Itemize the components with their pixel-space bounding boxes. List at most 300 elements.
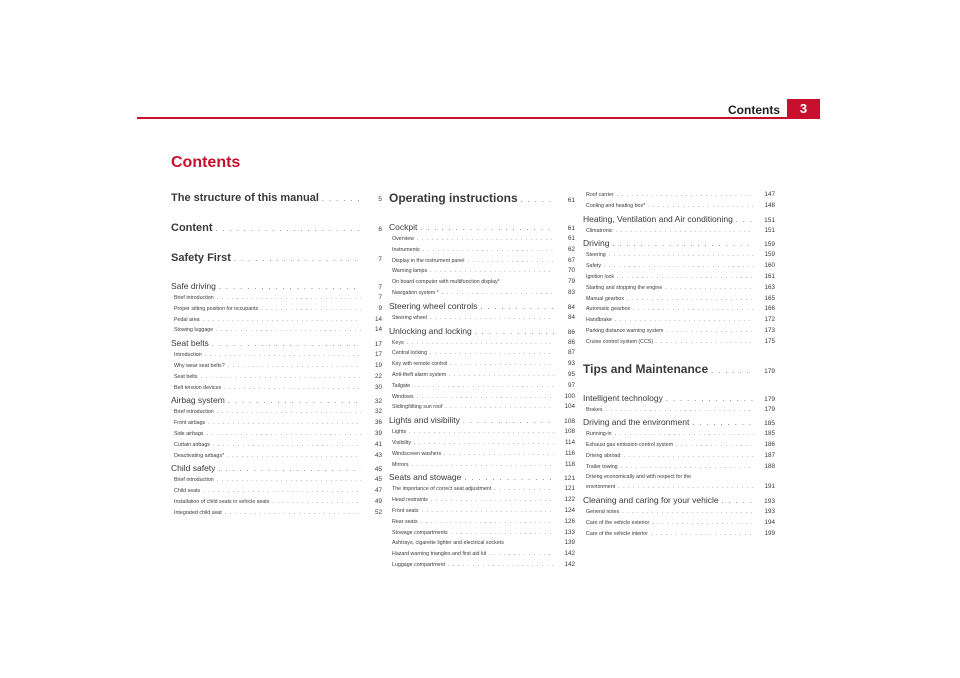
toc-entry-subsection[interactable] [389,549,575,560]
toc-entry-subsection[interactable] [389,370,575,381]
toc-leader-dots [414,439,554,449]
toc-leader-dots [445,403,554,413]
toc-entry-subsection[interactable] [583,429,775,440]
toc-leader-dots [216,326,361,336]
toc-leader-dots [322,193,361,207]
toc-entry-title: Ashtrays, cigarette lighter and electrical sockets [392,540,504,547]
toc-leader-dots [227,452,361,462]
toc-entry-subsection[interactable] [389,560,575,571]
toc-entry-title: Parking distance warning system [586,327,664,334]
toc-entry-subsection[interactable] [171,325,382,336]
toc-leader-dots [203,316,361,326]
toc-entry-page: 133 [564,528,575,536]
toc-entry-title: Cockpit [389,222,418,232]
toc-entry-page: 7 [378,284,382,291]
toc-entry-chapter[interactable] [171,338,382,350]
toc-leader-dots [212,339,361,350]
toc-entry-page: 121 [564,475,575,483]
toc-entry-page: 45 [374,466,382,474]
toc-leader-dots [665,284,754,294]
toc-entry-page: 142 [564,560,575,568]
toc-entry-title: Brief introduction [174,295,214,301]
toc-entry-title: Rear seats [392,518,418,525]
page-title: Contents [171,154,241,171]
toc-entry-subsection[interactable] [583,337,775,348]
toc-leader-dots [228,362,361,372]
toc-entry-subsection[interactable] [389,427,575,438]
toc-entry-page: 95 [567,370,575,378]
toc-entry-page: 6 [378,226,382,233]
toc-entry-page: 14 [374,315,382,323]
toc-entry-subsection[interactable] [171,293,382,304]
toc-entry-page: 49 [374,497,382,505]
toc-entry-title: Lights [392,429,407,436]
toc-entry-page: 79 [567,278,575,286]
toc-entry-page: 172 [764,316,775,324]
toc-entry-subsection[interactable] [583,440,775,451]
toc-leader-dots [272,498,361,508]
toc-entry-title: Tips and Maintenance [583,361,709,376]
toc-leader-dots [413,382,554,392]
toc-entry-subsection[interactable] [171,429,382,440]
toc-entry-page: 114 [564,438,575,446]
toc-entry-title: Head restraints [392,497,428,504]
toc-entry-page: 7 [378,294,382,301]
toc-entry-page: 151 [764,226,775,234]
toc-entry-title: Driving abroad [586,452,621,459]
toc-leader-dots [234,253,361,267]
toc-entry-subsection[interactable] [389,288,575,299]
toc-entry-page: 139 [564,539,575,547]
toc-entry-page: 118 [564,460,575,468]
toc-entry-title: Safety [586,263,602,270]
toc-entry-chapter[interactable] [171,463,382,475]
toc-entry-page: 39 [374,429,382,437]
toc-entry-subsection[interactable] [389,506,575,517]
toc-leader-dots [228,396,361,407]
toc-entry-page: 67 [567,256,575,264]
toc-entry-chapter[interactable] [389,472,575,484]
toc-entry-title: Care of the vehicle exterior [586,519,650,526]
toc-entry-subsection[interactable] [171,372,382,383]
toc-entry-page: 17 [374,351,382,359]
toc-entry-page: 194 [764,518,775,526]
toc-entry-subsection[interactable] [389,338,575,349]
toc-leader-dots [411,461,554,471]
toc-entry-page: 32 [374,408,382,416]
toc-entry-title: Roof carrier [586,192,614,198]
toc-entry-subsection[interactable] [583,451,775,462]
toc-entry-subsection[interactable] [171,451,382,462]
toc-entry-title: Cleaning and caring for your vehicle [583,495,719,506]
toc-leader-dots [656,338,754,348]
toc-entry-chapter[interactable] [389,222,575,234]
toc-entry-page: 84 [567,313,575,321]
toc-leader-dots [218,464,361,475]
toc-leader-dots [225,509,361,519]
toc-entry-title: Driving and the environment [583,417,690,428]
toc-leader-dots [422,507,555,517]
toc-leader-dots [615,316,754,326]
toc-entry-page: 185 [764,420,775,428]
toc-entry-title: Brief introduction [174,477,214,484]
toc-leader-dots [621,463,754,473]
toc-entry-title: Driving economically and with respect for the [586,473,692,480]
toc-leader-dots [622,508,754,518]
toc-entry-subsection[interactable] [583,315,775,326]
toc-entry-page: 159 [764,251,775,259]
toc-leader-dots [224,384,361,394]
toc-leader-dots [217,476,361,486]
toc-entry-title: Mirrors [392,461,409,468]
toc-entry-page: 173 [764,326,775,334]
toc-entry-title: Heating, Ventilation and Air conditioning [583,213,733,224]
toc-entry-subsection[interactable] [389,348,575,359]
toc-leader-dots [617,191,754,201]
toc-entry-title: Warning lamps [392,268,428,275]
toc-entry-page: 7 [378,256,382,263]
toc-entry-page: 160 [764,262,775,270]
toc-entry-page: 108 [564,428,575,436]
toc-entry-page: 104 [564,403,575,411]
toc-entry-subsection[interactable] [583,462,775,473]
toc-entry-page: 124 [564,506,575,514]
toc-entry-subsection[interactable] [171,508,382,519]
toc-entry-page: 9 [378,304,382,312]
toc-entry-subsection[interactable] [389,449,575,460]
toc-entry-subsection[interactable] [583,283,775,294]
page-number-badge: 3 [787,99,820,119]
toc-entry-subsection[interactable] [389,528,575,539]
toc-leader-dots [417,235,554,245]
toc-entry-part[interactable] [583,362,775,379]
toc-entry-page: 87 [567,349,575,357]
toc-leader-dots [623,452,754,462]
toc-entry-page: 161 [764,272,775,280]
toc-leader-dots [722,496,754,507]
toc-entry-subsection[interactable] [389,234,575,245]
toc-entry-subsection[interactable] [583,261,775,272]
toc-entry-page: 30 [374,383,382,391]
toc-entry-title: Steering wheel [392,314,428,321]
toc-entry-subsection[interactable] [171,440,382,451]
toc-entry-title: Central locking [392,350,428,357]
toc-entry-page: 179 [764,405,775,413]
toc-entry-subsection[interactable] [389,438,575,449]
toc-leader-dots [463,416,554,427]
toc-entry-title: Front seats [392,507,419,514]
toc-entry-title: Child seats [174,488,201,495]
toc-entry-title: Airbag system [171,395,225,406]
toc-leader-dots [217,408,361,418]
toc-entry-subsection[interactable] [171,497,382,508]
toc-entry-page: 121 [564,485,575,493]
toc-leader-dots [612,239,754,250]
toc-entry-title: Hazard warning triangles and first aid kit [392,551,487,558]
toc-entry-title: Child safety [171,463,216,474]
toc-leader-dots [736,215,754,226]
toc-entry-page: 5 [378,196,382,203]
toc-entry-page: 159 [764,241,775,249]
toc-entry-chapter[interactable] [171,395,382,407]
toc-entry-title: Windscreen washers [392,450,442,457]
toc-entry-subsection[interactable] [583,294,775,305]
toc-entry-page: 83 [567,288,575,296]
toc-entry-page: 108 [564,418,575,426]
toc-leader-dots [676,441,754,451]
toc-entry-title: Content [171,222,213,234]
toc-leader-dots [217,294,361,304]
toc-entry-page: 22 [374,372,382,380]
toc-leader-dots [467,257,554,267]
toc-leader-dots [448,561,554,571]
toc-entry-title: Sliding/tilting sun roof [392,404,443,411]
toc-entry-title: Steering [586,252,606,259]
toc-leader-dots [203,487,361,497]
toc-entry-page: 61 [567,225,575,232]
toc-leader-dots [521,194,554,208]
toc-entry-subsection[interactable] [389,277,575,288]
toc-entry-title: Instruments [392,246,420,253]
toc-entry-title: Navigation system * [392,289,439,296]
toc-entry-subsection[interactable] [583,190,775,201]
toc-entry-subsection[interactable] [583,304,775,315]
toc-entry-title: Lights and visibility [389,415,460,426]
toc-entry-page: 32 [374,398,382,406]
toc-entry-subsection[interactable] [389,245,575,256]
toc-entry-subsection[interactable] [389,359,575,370]
toc-entry-title: Seats and stowage [389,472,462,483]
toc-entry-title: The structure of this manual [171,192,319,204]
toc-leader-dots [205,351,361,361]
toc-entry-subsection[interactable] [583,201,775,212]
toc-entry-page: 163 [764,283,775,291]
toc-entry-subsection[interactable] [389,402,575,413]
toc-entry-page: 70 [567,267,575,275]
toc-entry-part[interactable] [171,221,382,237]
toc-entry-page: 179 [764,367,775,375]
toc-entry-title: Proper sitting position for occupants [174,305,259,312]
toc-entry-subsection[interactable] [171,475,382,486]
toc-leader-dots [421,518,554,528]
toc-entry-chapter[interactable] [583,393,775,405]
toc-entry-title: Anti-theft alarm system [392,371,447,378]
toc-leader-dots [449,371,554,381]
toc-entry-title: Introduction [174,352,202,359]
toc-entry-page: 86 [567,328,575,336]
toc-leader-dots [423,246,554,256]
toc-entry-subsection[interactable] [583,518,775,529]
toc-entry-title: Integrated child seat [174,509,222,516]
toc-entry-page: 93 [567,360,575,368]
toc-entry-subsection[interactable] [583,326,775,337]
toc-entry-page: 151 [764,216,775,224]
toc-leader-dots [219,282,361,293]
toc-entry-title: Steering wheel controls [389,300,478,311]
toc-entry-title: Exhaust gas emission control system [586,442,674,449]
toc-entry-title-continued: environment [586,484,616,491]
toc-entry-title: Why wear seat belts? [174,362,225,369]
toc-leader-dots [480,302,554,313]
toc-entry-subsection[interactable] [583,529,775,540]
toc-entry-subsection[interactable] [171,304,382,315]
toc-entry-chapter[interactable] [583,238,775,250]
toc-leader-dots [633,305,754,315]
toc-entry-title: Safe driving [171,281,216,291]
toc-leader-dots [475,327,554,338]
toc-leader-dots [651,530,754,540]
toc-leader-dots [216,223,361,237]
toc-entry-title: Safety First [171,252,231,264]
toc-leader-dots [431,496,554,506]
toc-entry-part[interactable] [171,191,382,207]
toc-entry-subsection[interactable] [583,507,775,518]
toc-entry-title: Visibility [392,439,412,446]
toc-entry-page: 193 [764,498,775,506]
toc-leader-dots [617,273,754,283]
toc-leader-dots [409,428,554,438]
toc-entry-title: Front airbags [174,420,206,427]
toc-entry-page: 142 [564,550,575,558]
toc-entry-title: Side airbags [174,430,204,437]
toc-entry-chapter[interactable] [583,214,775,226]
toc-entry-subsection[interactable] [171,407,382,418]
toc-entry-page: 165 [764,294,775,302]
toc-entry-subsection[interactable] [389,313,575,324]
toc-leader-dots [450,360,554,370]
running-header-title: Contents [728,103,780,117]
toc-entry-page: 45 [374,476,382,484]
toc-entry-chapter[interactable] [583,495,775,507]
toc-entry-page: 188 [764,462,775,470]
toc-leader-dots [201,373,361,383]
toc-entry-page: 148 [764,201,775,209]
toc-leader-dots [430,349,554,359]
toc-entry-page: 175 [764,337,775,345]
toc-leader-dots [609,251,754,261]
toc-entry-continuation [586,482,775,493]
toc-entry-page: 126 [564,517,575,525]
toc-entry-title: Pedal area [174,316,200,323]
toc-entry-subsection[interactable] [389,381,575,392]
toc-entry-subsection[interactable] [389,484,575,495]
toc-entry-subsection[interactable] [171,418,382,429]
toc-leader-dots [606,406,755,416]
toc-leader-dots [442,289,554,299]
toc-entry-subsection[interactable] [583,272,775,283]
toc-entry-subsection[interactable] [389,538,575,549]
toc-leader-dots [430,314,554,324]
toc-leader-dots [666,394,754,405]
toc-entry-title: Running-in [586,431,612,438]
toc-entry-title: Brakes [586,406,603,413]
toc-entry-subsection[interactable] [171,486,382,497]
toc-entry-subsection[interactable] [583,250,775,261]
toc-entry-part[interactable] [389,191,575,208]
toc-entry-page: 187 [764,451,775,459]
toc-entry-subsection[interactable] [389,392,575,403]
toc-entry-title: Ignition lock [586,273,614,280]
toc-column-3 [583,190,775,540]
toc-entry-part[interactable] [171,251,382,267]
toc-entry-page: 17 [374,341,382,349]
toc-entry-subsection[interactable] [583,473,775,494]
toc-entry-subsection[interactable] [171,315,382,326]
toc-entry-subsection[interactable] [389,460,575,471]
toc-entry-page: 52 [374,508,382,516]
toc-entry-subsection[interactable] [389,266,575,277]
toc-entry-page: 179 [764,395,775,403]
toc-entry-subsection[interactable] [389,256,575,267]
toc-entry-title: Automatic gearbox [586,306,631,313]
toc-leader-dots [616,227,755,237]
toc-entry-page: 166 [764,305,775,313]
toc-entry-page: 84 [567,303,575,311]
toc-leader-dots [213,441,361,451]
toc-entry-page: 61 [567,197,575,204]
toc-entry-title: Key with remote control [392,361,448,368]
toc-entry-subsection[interactable] [389,495,575,506]
toc-entry-title: Deactivating airbags* [174,452,225,459]
toc-leader-dots [615,430,754,440]
toc-entry-chapter[interactable] [389,415,575,427]
toc-leader-dots [451,529,554,539]
toc-entry-subsection[interactable] [389,517,575,528]
toc-entry-subsection[interactable] [171,350,382,361]
toc-entry-title: Keys [392,339,404,346]
toc-leader-dots [618,483,754,493]
toc-leader-dots [407,339,554,349]
toc-entry-title: Seat belts [171,338,209,349]
toc-entry-page: 186 [764,441,775,449]
toc-entry-chapter[interactable] [583,417,775,429]
toc-entry-title: Stowage compartments [392,529,448,536]
toc-entry-title: Climatronic [586,227,613,234]
toc-entry-page: 116 [564,449,575,457]
toc-column-1 [171,190,382,519]
toc-entry-subsection[interactable] [171,383,382,394]
toc-entry-page: 97 [567,381,575,389]
toc-entry-chapter[interactable] [389,326,575,338]
toc-entry-title: Windows [392,393,414,400]
toc-entry-title: Cooling and heating box* [586,202,646,209]
toc-entry-page: 62 [567,245,575,253]
header-rule [137,117,820,119]
toc-entry-subsection[interactable] [171,361,382,372]
toc-entry-title: Display in the instrument panel [392,257,465,264]
toc-entry-title: Driving [583,238,610,249]
toc-leader-dots [430,267,554,277]
toc-entry-title: Unlocking and locking [389,325,472,336]
toc-entry-title: Operating instructions [389,191,518,205]
toc-entry-title: Luggage compartment [392,561,446,568]
toc-entry-page: 86 [567,338,575,346]
toc-leader-dots [489,550,554,560]
toc-entry-subsection[interactable] [583,405,775,416]
toc-entry-subsection[interactable] [583,226,775,237]
toc-entry-title: Starting and stopping the engine [586,284,663,291]
toc-leader-dots [692,418,754,429]
toc-entry-chapter[interactable] [389,301,575,313]
toc-entry-page: 100 [564,392,575,400]
toc-leader-dots [444,450,554,460]
toc-entry-title: Overview [392,236,415,242]
toc-entry-chapter[interactable] [171,281,382,293]
toc-leader-dots [261,305,361,315]
toc-entry-title: Intelligent technology [583,392,663,403]
toc-entry-page: 147 [764,191,775,198]
toc-entry-title: On board computer with multifunction display* [392,279,500,286]
